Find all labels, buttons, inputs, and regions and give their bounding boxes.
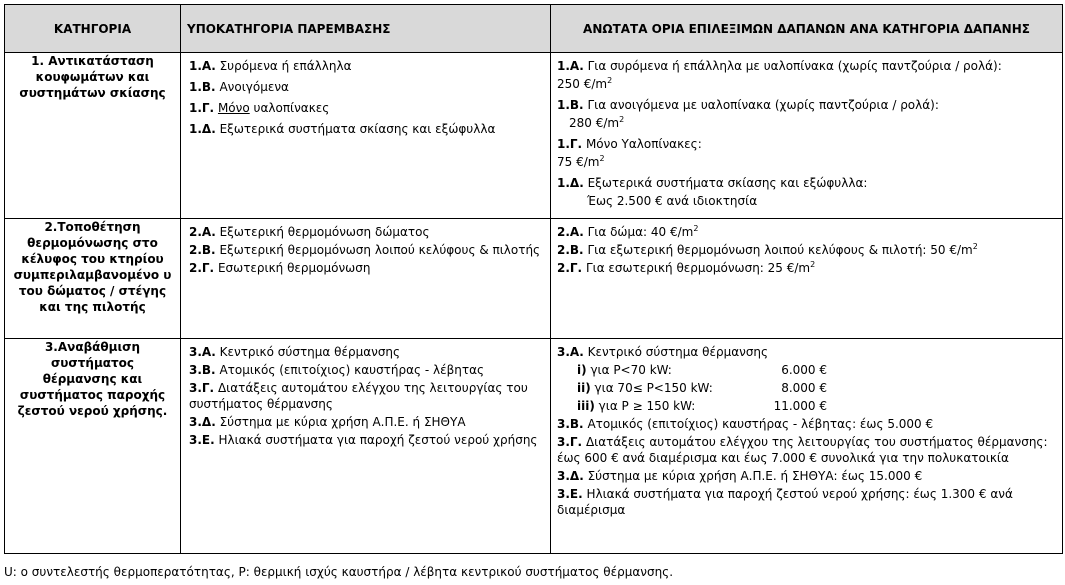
sub-item: 3.Α. Κεντρικό σύστημα θέρμανσης [189,345,401,359]
header-limits: ΑΝΩΤΑΤΑ ΟΡΙΑ ΕΠΙΛΕΞΙΜΩΝ ΔΑΠΑΝΩΝ ΑΝΑ ΚΑΤΗΓΟΡΙΑ ΔΑΠΑΝΗΣ [551,5,1063,53]
category-cell: 1. Αντικατάσταση κουφωμάτων και συστημάτων σκίασης [5,53,181,219]
subcategory-cell [181,219,551,339]
category-cell: 2.Τοποθέτηση θερμομόνωσης στο κέλυφος του κτηρίου συμπεριλαμβανομένο υ του δώματος / στέγης και της πιλοτής [5,219,181,339]
limit-item: 3.Ε. Ηλιακά συστήματα για παροχή ζεστού νερού χρήσης: έως 1.300 € ανά διαμέρισμα [557,487,1013,517]
limit-subitem: i) για P<70 kW: 6.000 € [577,363,827,377]
sub-item: 2.Γ. Εσωτερική θερμομόνωση [189,261,371,275]
table-row [5,53,1063,219]
limit-item: 2.Α. Για δώμα: 40 $€/m^2$ [557,224,699,239]
sub-item: 1.Β. Ανοιγόμενα [189,80,289,94]
limit-item: 2.Γ. Για εσωτερική θερμομόνωση: 25 $€/m^2$ [557,260,816,275]
sub-item: 3.Ε. Ηλιακά συστήματα για παροχή ζεστού νερού χρήσης [189,433,538,447]
limit-item: 3.Δ. Σύστημα με κύρια χρήση Α.Π.Ε. ή ΣΗΘΥΑ: έως 15.000 € [557,469,923,483]
category-cell: 3.Αναβάθμιση συστήματος θέρμανσης και συστήματος παροχής ζεστού νερού χρήσης. [5,339,181,554]
limit-item: 2.Β. Για εξωτερική θερμομόνωση λοιπού κελύφους & πιλοτή: 50 $€/m^2$ [557,242,978,257]
limit-item: 3.Γ. Διατάξεις αυτομάτου ελέγχου της λειτουργίας του συστήματος θέρμανσης: έως 600 € ανά διαμέρισμα και έως 7.000 € συνολικά για την πολυκατοικία [557,435,1048,465]
sub-item: 1.Γ. Μόνο υαλοπίνακες [189,101,330,115]
sub-item: 2.Β. Εξωτερική θερμομόνωση λοιπού κελύφους & πιλοτής [189,243,541,257]
sub-item: 1.Δ. Εξωτερικά συστήματα σκίασης και εξώφυλλα [189,122,496,136]
sub-item: 2.Α. Εξωτερική θερμομόνωση δώματος [189,225,430,239]
sub-item: 3.Δ. Σύστημα με κύρια χρήση Α.Π.Ε. ή ΣΗΘΥΑ [189,415,466,429]
limit-item: 1.Β. Για ανοιγόμενα με υαλοπίνακα (χωρίς παντζούρια / ρολά): [557,98,939,112]
limit-value: 250 $€/m^2$ [557,76,613,91]
limit-item: 1.Α. Για συρόμενα ή επάλληλα με υαλοπίνακα (χωρίς παντζούρια / ρολά): [557,59,1002,73]
limit-subitem: ii) για 70≤ P<150 kW: 8.000 € [577,381,827,395]
sub-item: 3.Γ. Διατάξεις αυτομάτου ελέγχου της λειτουργίας του συστήματος θέρμανσης [189,381,528,411]
footnote: U: ο συντελεστής θερμοπερατότητας, P: θερμική ισχύς καυστήρα / λέβητα κεντρικού συστήματος θέρμανσης. [4,565,674,579]
limit-subitem: iii) για P ≥ 150 kW: 11.000 € [577,399,827,413]
table-row [5,219,1063,339]
header-row [5,5,1063,53]
sub-item: 1.Α. Συρόμενα ή επάλληλα [189,59,352,73]
table-row [5,339,1063,554]
header-category: ΚΑΤΗΓΟΡΙΑ [5,5,181,53]
limits-cell [551,53,1063,219]
limit-value: 75 $€/m^2$ [557,154,605,169]
sub-item: 3.Β. Ατομικός (επιτοίχιος) καυστήρας - λέβητας [189,363,485,377]
limit-value: Έως 2.500 € ανά ιδιοκτησία [587,194,758,208]
limits-cell [551,219,1063,339]
subcategory-cell [181,53,551,219]
limit-item: 1.Δ. Εξωτερικά συστήματα σκίασης και εξώφυλλα: [557,176,868,190]
subcategory-cell [181,339,551,554]
limits-cell [551,339,1063,554]
expense-limits-table [4,4,1063,554]
header-subcategory: ΥΠΟΚΑΤΗΓΟΡΙΑ ΠΑΡΕΜΒΑΣΗΣ [181,5,551,53]
limit-value: 280 $€/m^2$ [569,115,625,130]
limit-item: 3.Α. Κεντρικό σύστημα θέρμανσης [557,345,769,359]
limit-item: 1.Γ. Μόνο Υαλοπίνακες: [557,137,702,151]
limit-item: 3.Β. Ατομικός (επιτοίχιος) καυστήρας - λέβητας: έως 5.000 € [557,417,934,431]
